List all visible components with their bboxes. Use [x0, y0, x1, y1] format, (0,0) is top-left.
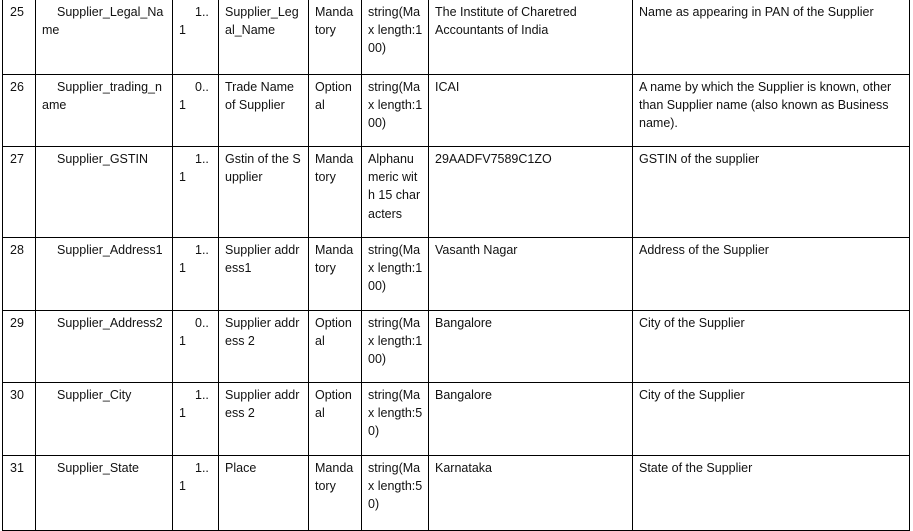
row-number-cell: 26: [3, 75, 36, 147]
cardinality-cell: 0..1: [173, 311, 219, 383]
requirement-cell: Mandatory: [309, 238, 362, 311]
remarks-cell: Name as appearing in PAN of the Supplier: [633, 0, 910, 75]
sample-value-cell: 29AADFV7589C1ZO: [429, 147, 633, 238]
cardinality-cell: 1..1: [173, 383, 219, 456]
remarks-cell: City of the Supplier: [633, 311, 910, 383]
row-number-cell: 27: [3, 147, 36, 238]
remarks-cell: Address of the Supplier: [633, 238, 910, 311]
table-row: [3, 75, 910, 147]
data-type-cell: string(Max length:100): [362, 0, 429, 75]
row-number-cell: 30: [3, 383, 36, 456]
remarks-cell: State of the Supplier: [633, 456, 910, 531]
cardinality-cell: 1..1: [173, 238, 219, 311]
cardinality-cell: 1..1: [173, 147, 219, 238]
row-number-cell: 31: [3, 456, 36, 531]
remarks-cell: A name by which the Supplier is known, other than Supplier name (also known as Business name).: [633, 75, 910, 147]
field-name-cell: Supplier_Address2: [36, 311, 173, 383]
data-type-cell: string(Max length:100): [362, 75, 429, 147]
sample-value-cell: ICAI: [429, 75, 633, 147]
field-name-cell: Supplier_Legal_Name: [36, 0, 173, 75]
data-type-cell: string(Max length:50): [362, 383, 429, 456]
field-name-cell: Supplier_trading_name: [36, 75, 173, 147]
supplier-fields-table: [2, 0, 910, 531]
field-description-cell: Supplier_Legal_Name: [219, 0, 309, 75]
field-description-cell: Place: [219, 456, 309, 531]
table-row: [3, 147, 910, 238]
requirement-cell: Mandatory: [309, 147, 362, 238]
requirement-cell: Optional: [309, 383, 362, 456]
field-description-cell: Trade Name of Supplier: [219, 75, 309, 147]
cardinality-cell: 1..1: [173, 456, 219, 531]
field-description-cell: Supplier address 2: [219, 311, 309, 383]
row-number-cell: 29: [3, 311, 36, 383]
sample-value-cell: Karnataka: [429, 456, 633, 531]
row-number-cell: 25: [3, 0, 36, 75]
table-row: [3, 383, 910, 456]
requirement-cell: Mandatory: [309, 0, 362, 75]
cardinality-cell: 1..1: [173, 0, 219, 75]
field-name-cell: Supplier_State: [36, 456, 173, 531]
field-description-cell: Supplier address1: [219, 238, 309, 311]
sample-value-cell: Bangalore: [429, 383, 633, 456]
requirement-cell: Mandatory: [309, 456, 362, 531]
cardinality-cell: 0..1: [173, 75, 219, 147]
requirement-cell: Optional: [309, 311, 362, 383]
data-type-cell: Alphanumeric with 15 characters: [362, 147, 429, 238]
requirement-cell: Optional: [309, 75, 362, 147]
table-row: [3, 238, 910, 311]
field-name-cell: Supplier_GSTIN: [36, 147, 173, 238]
table-row: [3, 311, 910, 383]
field-description-cell: Gstin of the Supplier: [219, 147, 309, 238]
row-number-cell: 28: [3, 238, 36, 311]
sample-value-cell: Bangalore: [429, 311, 633, 383]
sample-value-cell: The Institute of Charetred Accountants of India: [429, 0, 633, 75]
remarks-cell: GSTIN of the supplier: [633, 147, 910, 238]
data-type-cell: string(Max length:100): [362, 311, 429, 383]
field-name-cell: Supplier_City: [36, 383, 173, 456]
table-row: [3, 0, 910, 75]
data-type-cell: string(Max length:50): [362, 456, 429, 531]
sample-value-cell: Vasanth Nagar: [429, 238, 633, 311]
data-type-cell: string(Max length:100): [362, 238, 429, 311]
field-description-cell: Supplier address 2: [219, 383, 309, 456]
field-name-cell: Supplier_Address1: [36, 238, 173, 311]
table-row: [3, 456, 910, 531]
remarks-cell: City of the Supplier: [633, 383, 910, 456]
